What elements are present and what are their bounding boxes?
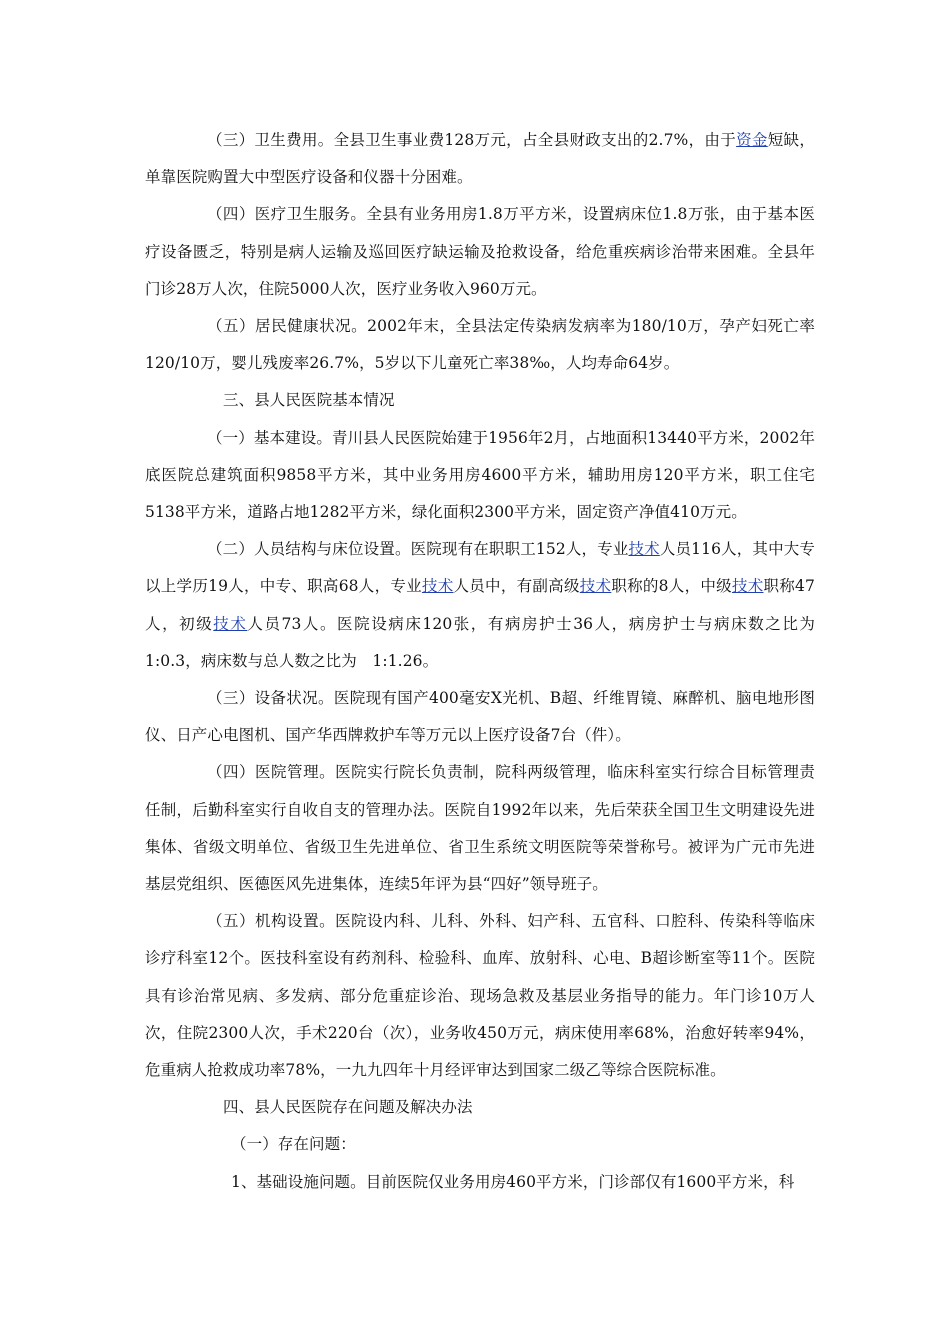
paragraph-health-expenditure: （三）卫生费用。全县卫生事业费128万元，占全县财政支出的2.7%，由于资金短缺，单靠医院购置大中型医疗设备和仪器十分困难。 (145, 131, 815, 187)
paragraph-management: （四）医院管理。医院实行院长负责制，院科两级管理，临床科室实行综合目标管理责任制，后勤科室实行自收自支的管理办法。医院自1992年以来，先后荣获全国卫生文明建设先进集体、省级文明单位、省级卫生先进单位、省卫生系统文明医院等荣誉称号。被评为广元市先进基层党组织、医德医风先进集体，连续5年评为县“四好”领导班子。 (145, 763, 815, 894)
section-heading-problems: 四、县人民医院存在问题及解决办法 (223, 1098, 473, 1117)
paragraph-infrastructure: （一）基本建设。青川县人民医院始建于1956年2月，占地面积13440平方米，2002年底医院总建筑面积9858平方米，其中业务用房4600平方米，辅助用房120平方米，职工住宅5138平方米，道路占地1282平方米，绿化面积2300平方米，固定资产净值410万元。 (145, 428, 815, 522)
paragraph-staffing-beds: （二）人员结构与床位设置。医院现有在职职工152人，专业技术人员116人，其中大专以上学历19人，中专、职高68人，专业技术人员中，有副高级技术职称的8人，中级技术职称47人，初级技术人员73人。医院设病床120张，有病房护士36人，病房护士与病床数之比为1:0.3，病床数与总人数之比为 1:1.26。 (145, 540, 816, 670)
link-technology-3[interactable]: 技术 (579, 577, 612, 596)
paragraph-departments: （五）机构设置。医院设内科、儿科、外科、妇产科、五官科、口腔科、传染科等临床诊疗科室12个。医技科室设有药剂科、检验科、血库、放射科、心电、B超诊断室等11个。医院具有诊治常见病、多发病、部分危重症诊治、现场急救及基层业务指导的能力。年门诊10万人次，住院2300人次，手术220台（次），业务收450万元，病床使用率68%，治愈好转率94%，危重病人抢救成功率78%，一九九四年十月经评审达到国家二级乙等综合医院标准。 (145, 912, 815, 1080)
link-technology-4[interactable]: 技术 (731, 577, 764, 596)
link-technology-2[interactable]: 技术 (421, 577, 454, 596)
link-technology-5[interactable]: 技术 (213, 614, 248, 633)
section-heading-hospital-basics: 三、县人民医院基本情况 (223, 391, 395, 410)
paragraph-infrastructure-problem: 1、基础设施问题。目前医院仅业务用房460平方米，门诊部仅有1600平方米，科 (231, 1172, 795, 1191)
paragraph-medical-services: （四）医疗卫生服务。全县有业务用房1.8万平方米，设置病床位1.8万张，由于基本医疗设备匮乏，特别是病人运输及巡回医疗缺运输及抢救设备，给危重疾病诊治带来困难。全县年门诊28万人次，住院5000人次，医疗业务收入960万元。 (145, 205, 815, 298)
document-body (145, 122, 815, 1201)
link-funds[interactable]: 资金 (736, 131, 768, 149)
paragraph-equipment: （三）设备状况。医院现有国产400毫安X光机、B超、纤维胃镜、麻醉机、脑电地形图仪、日产心电图机、国产华西牌救护车等万元以上医疗设备7台（件）。 (145, 689, 815, 745)
subheading-existing-problems: （一）存在问题： (231, 1135, 356, 1154)
paragraph-resident-health: （五）居民健康状况。2002年末，全县法定传染病发病率为180/10万，孕产妇死亡率120/10万，婴儿残废率26.7%，5岁以下儿童死亡率38‰，人均寿命64岁。 (145, 317, 815, 373)
link-technology-1[interactable]: 技术 (628, 540, 660, 559)
